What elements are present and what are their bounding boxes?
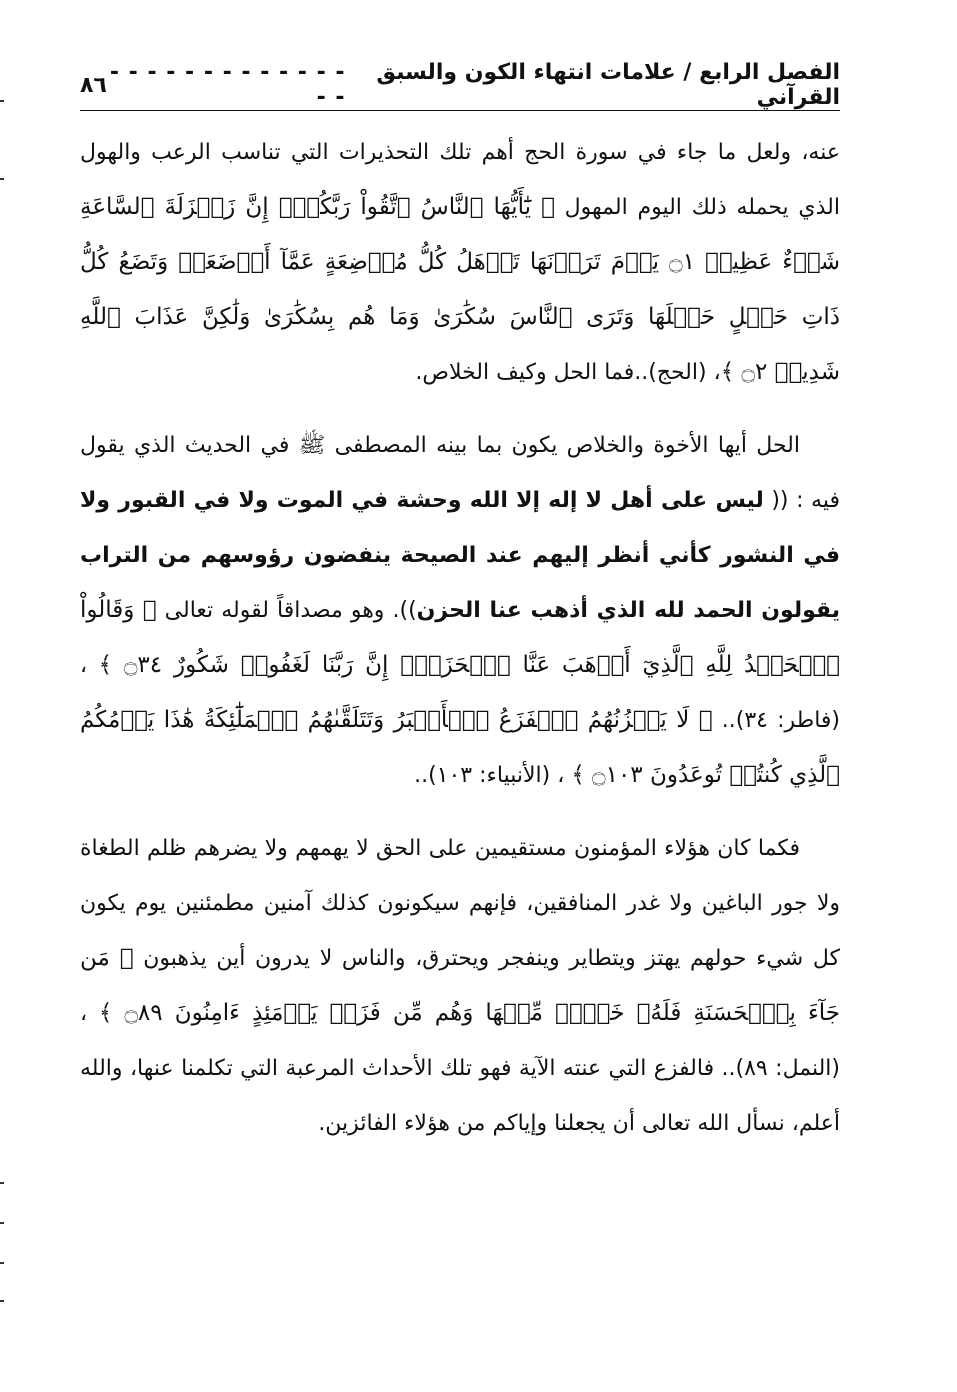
paragraph-text: ، (الأنبياء: ١٠٣).. xyxy=(414,763,572,788)
quran-verse: ﴿ مَن جَآءَ بِٱلۡحَسَنَةِ فَلَهُۥ خَيۡرٞ مِّنۡهَا وَهُم مِّن فَزَعٖ يَوۡمَئِذٍ ءَامِنُونَ ۝٨٩ ﴾ xyxy=(80,945,840,1026)
quran-verse: ﴿ لَا يَحۡزُنُهُمُ ٱلۡفَزَعُ ٱلۡأَكۡبَرُ وَتَتَلَقَّىٰهُمُ ٱلۡمَلَٰٓئِكَةُ هَٰذَا يَوۡمُكُمُ ٱلَّذِي كُنتُمۡ تُوعَدُونَ ۝١٠٣ ﴾ xyxy=(80,707,840,788)
paragraph-text: ، (النمل: ٨٩).. فالفزع التي عنته الآية فهو تلك الأحداث المرعبة التي تكلمنا عنها، والله أعلم، نسأل الله تعالى أن يجعلنا وإياكم من هؤلاء الفائزين. xyxy=(80,1001,840,1136)
page-number: ٨٦ xyxy=(80,72,107,98)
book-page xyxy=(80,60,840,1169)
paragraph-text: ، (الحج)..فما الحل وكيف الخلاص. xyxy=(415,360,721,385)
page-body xyxy=(80,125,840,1151)
scan-margin-mark xyxy=(0,100,4,102)
chapter-title: الفصل الرابع / علامات انتهاء الكون والسبق القرآني xyxy=(376,60,840,110)
paragraph-1 xyxy=(80,125,840,400)
scan-margin-mark xyxy=(0,178,4,180)
header-dashes: - - - - - - - - - - - - - - - xyxy=(109,60,346,110)
quran-verse: ﴿ وَقَالُواْ ٱلۡحَمۡدُ لِلَّهِ ٱلَّذِيٓ أَذۡهَبَ عَنَّا ٱلۡحَزَنَۖ إِنَّ رَبَّنَا لَغَفُورٞ شَكُورٌ ۝٣٤ ﴾ xyxy=(80,597,840,678)
quran-verse: ﴿ يَٰٓأَيُّهَا ٱلنَّاسُ ٱتَّقُواْ رَبَّكُمْۚ إِنَّ زَلۡزَلَةَ ٱلسَّاعَةِ شَيۡءٌ عَظِيمٞ ۝١ يَوۡمَ تَرَوۡنَهَا تَذۡهَلُ كُلُّ مُرۡضِعَةٍ عَمَّآ أَرۡضَعَتۡ وَتَضَعُ كُلُّ ذَاتِ حَمۡلٍ حَمۡلَهَا وَتَرَى ٱلنَّاسَ سُكَٰرَىٰ وَمَا هُم بِسُكَٰرَىٰ وَلَٰكِنَّ عَذَابَ ٱللَّهِ شَدِيدٞ ۝٢ ﴾ xyxy=(80,194,840,385)
paragraph-text: )). وهو مصداقاً لقوله تعالى xyxy=(156,598,417,623)
scan-margin-mark xyxy=(0,1182,4,1184)
scan-margin-mark xyxy=(0,1222,4,1224)
page-header xyxy=(80,60,840,111)
hadith-text: ليس على أهل لا إله إلا الله وحشة في الموت ولا في القبور ولا في النشور كأني أنظر إليهم عند الصيحة ينفضون رؤوسهم من التراب يقولون الحمد لله الذي أذهب عنا الحزن xyxy=(80,488,840,623)
paragraph-text: الحل أيها الأخوة والخلاص يكون بما بينه المصطفى ﷺ في الحديث الذي يقول فيه : (( xyxy=(80,433,840,513)
paragraph-text: فكما كان هؤلاء المؤمنون مستقيمين على الحق لا يهمهم ولا يضرهم ظلم الطغاة ولا جور الباغين ولا غدر المنافقين، فإنهم سيكونون كذلك آمنين مطمئنين يوم يكون كل شيء حولهم يهتز ويتطاير وينفجر ويحترق، والناس لا يدرون أين يذهبون xyxy=(80,836,840,971)
paragraph-text: ، (فاطر: ٣٤).. xyxy=(80,653,841,733)
header-title-group xyxy=(107,60,840,110)
scan-margin-mark xyxy=(0,1300,4,1302)
paragraph-3 xyxy=(80,821,840,1151)
paragraph-text: عنه، ولعل ما جاء في سورة الحج أهم تلك التحذيرات التي تناسب الرعب والهول الذي يحمله ذلك اليوم المهول xyxy=(80,140,840,220)
scan-margin-mark xyxy=(0,1262,4,1264)
paragraph-2 xyxy=(80,418,840,803)
